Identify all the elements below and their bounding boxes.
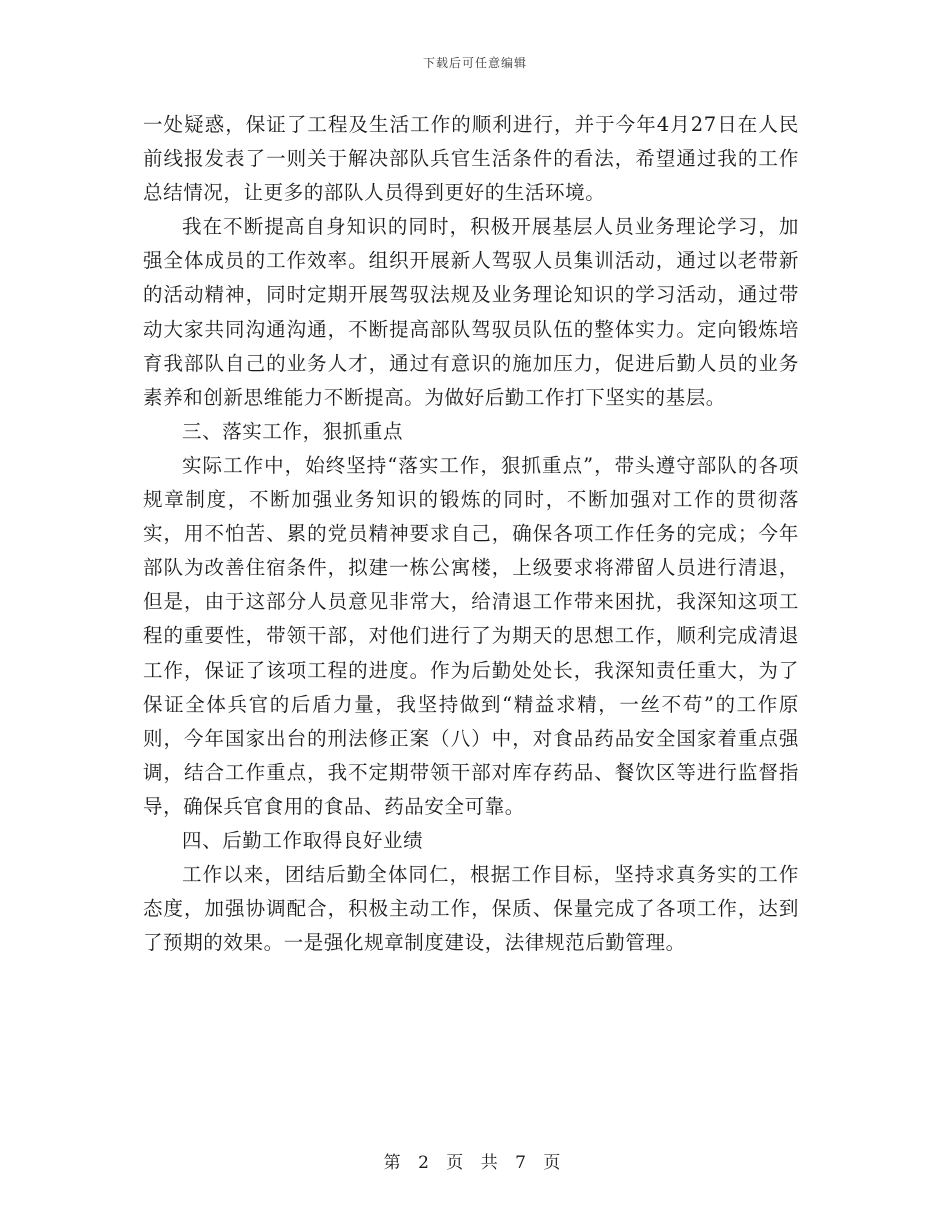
paragraph-training: 我在不断提高自身知识的同时，积极开展基层人员业务理论学习，加强全体成员的工作效率。组织开展新人驾驭人员集训活动，通过以老带新的活动精神，同时定期开展驾驭法规及业务理论知识的学习活动，通过带动大家共同沟通沟通，不断提高部队驾驭员队伍的整体实力。定向锻炼培育我部队自己的业务人才，通过有意识的施加压力，促进后勤人员的业务素养和创新思维能力不断提高。为做好后勤工作打下坚实的基层。 — [143, 215, 799, 409]
paragraph-achievements: 工作以来，团结后勤全体同仁，根据工作目标，坚持求真务实的工作态度，加强协调配合，积极主动工作，保质、保量完成了各项工作，达到了预期的效果。一是强化规章制度建设，法律规范后勤管理。 — [143, 863, 799, 955]
section-heading-4: 四、后勤工作取得良好业绩 — [182, 828, 424, 852]
section-heading-3: 三、落实工作，狠抓重点 — [182, 419, 404, 443]
paragraph-implementation: 实际工作中，始终坚持“落实工作，狠抓重点”，带头遵守部队的各项规章制度，不断加强业务知识的锻炼的同时，不断加强对工作的贯彻落实，用不怕苦、累的党员精神要求自己，确保各项工作任务的完成；今年部队为改善住宿条件，拟建一栋公寓楼，上级要求将滞留人员进行清退，但是，由于这部分人员意见非常大，给清退工作带来困扰，我深知这项工程的重要性，带领干部，对他们进行了为期天的思想工作，顺利完成清退工作，保证了该项工程的进度。作为后勤处处长，我深知责任重大，为了保证全体兵官的后盾力量，我坚持做到“精益求精，一丝不苟”的工作原则，今年国家出台的刑法修正案（八）中，对食品药品安全国家着重点强调，结合工作重点，我不定期带领干部对库存药品、餐饮区等进行监督指导，确保兵官食用的食品、药品安全可靠。 — [143, 453, 799, 818]
paragraph-continuation: 一处疑惑，保证了工程及生活工作的顺利进行，并于今年4月27日在人民前线报发表了一则关于解决部队兵官生活条件的看法，希望通过我的工作总结情况，让更多的部队人员得到更好的生活环境。 — [143, 113, 799, 205]
page-number: 第 2 页 共 7 页 — [383, 1153, 567, 1173]
page-header: 下载后可任意编辑 — [422, 56, 527, 70]
document-body — [143, 108, 799, 960]
